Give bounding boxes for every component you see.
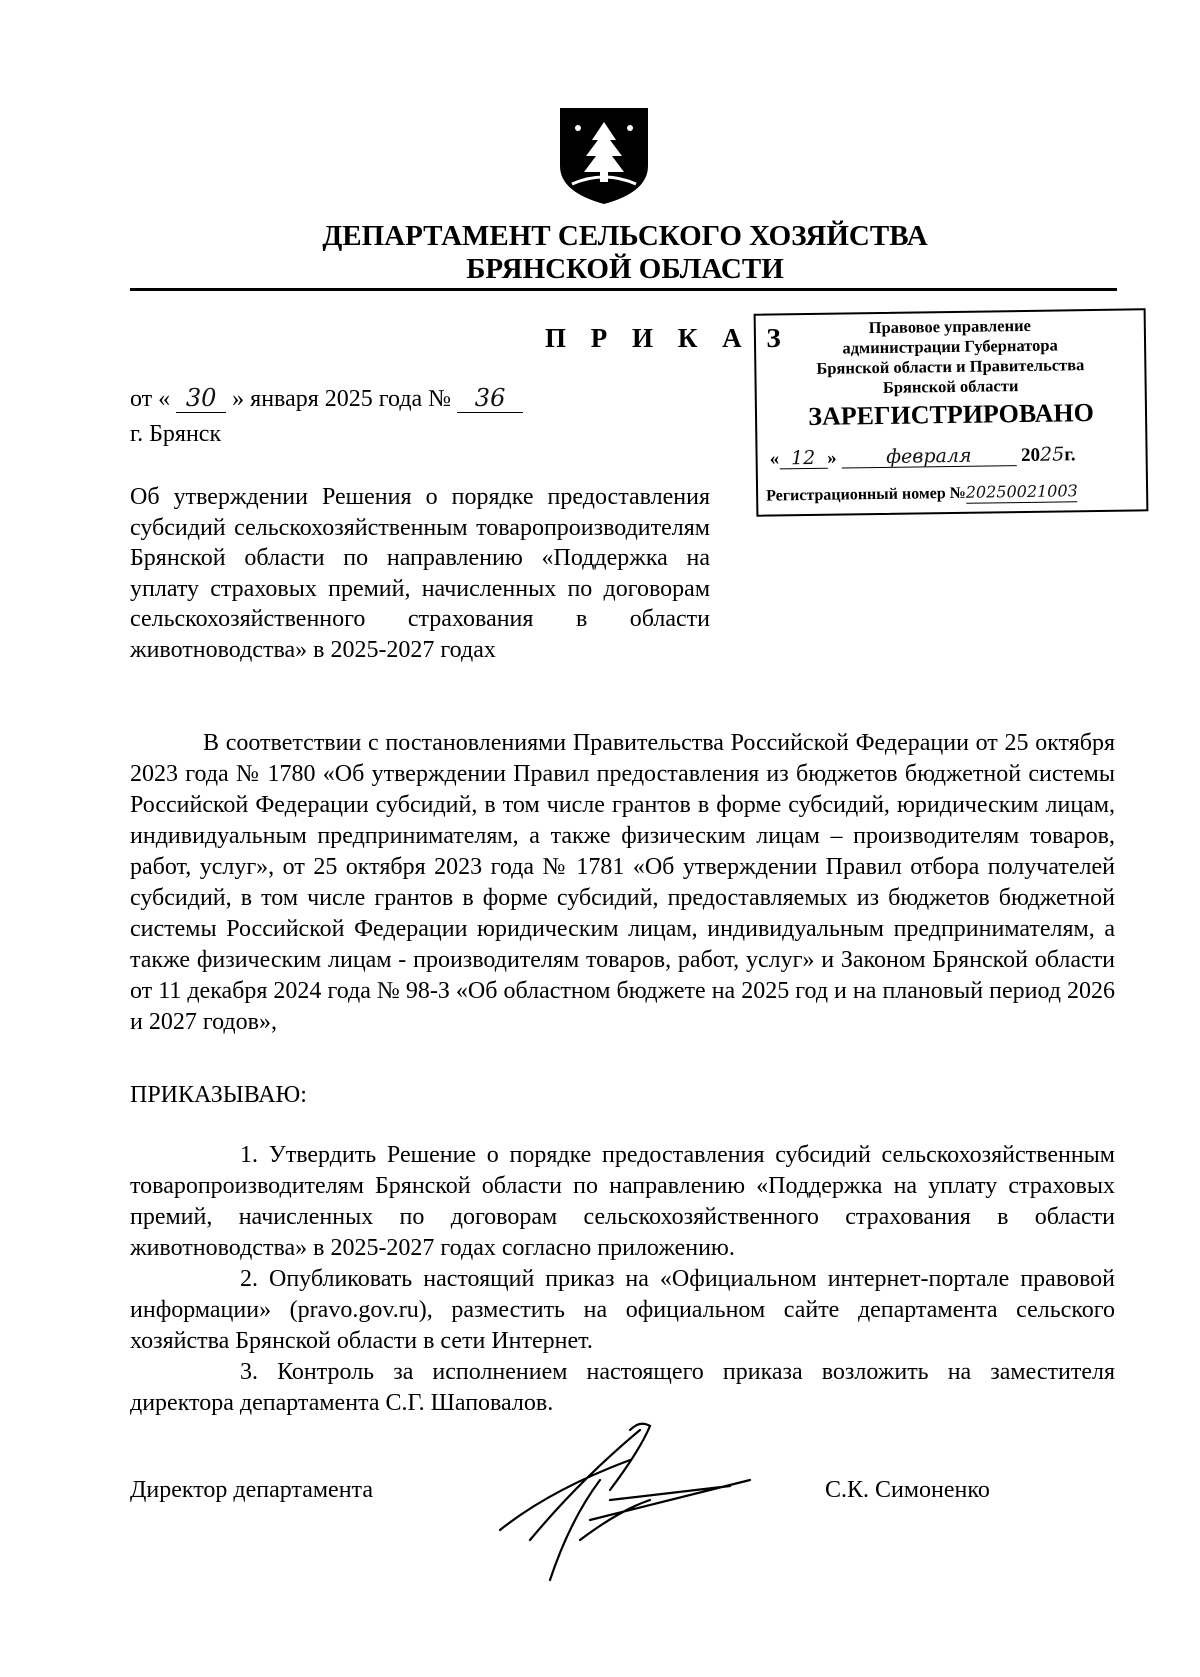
stamp-date-close: »: [826, 447, 837, 469]
stamp-line4: Брянской области: [882, 376, 1019, 397]
order-word: ПРИКАЗЫВАЮ:: [130, 1082, 307, 1108]
org-name-line1: ДЕПАРТАМЕНТ СЕЛЬСКОГО ХОЗЯЙСТВА: [322, 220, 928, 252]
stamp-date-year-suffix: 25: [1039, 443, 1065, 466]
registration-stamp: [754, 308, 1149, 516]
document-type-title: П Р И К А З: [545, 323, 790, 353]
stamp-date-day: 12: [779, 448, 827, 470]
coat-of-arms-icon: [556, 104, 652, 208]
order-item-2: 2. Опубликовать настоящий приказ на «Официальном интернет-портале правовой информации» (pravo.gov.ru), разместить на официальном сайте департамента сельского хозяйства Брянской области в сети Интернет.: [130, 1266, 1115, 1354]
city: г. Брянск: [130, 421, 222, 447]
stamp-line3: Брянской области и Правительства: [816, 355, 1085, 378]
preamble-paragraph: В соответствии с постановлениями Правительства Российской Федерации от 25 октября 2023 года № 1780 «Об утверждении Правил предоставления из бюджетов бюджетной системы Российской Федерации субсидий, в том числе грантов в форме субсидий, юридическим лицам, индивидуальным предпринимателям, а также физическим лицам – производителям товаров, работ, услуг», от 25 октября 2023 года № 1781 «Об утверждении Правил отбора получателей субсидий, в том числе грантов в форме субсидий, предоставляемых из бюджетов бюджетной системы Российской Федерации юридическим лицам, индивидуальным предпринимателям, а также физическим лицам - производителям товаров, работ, услуг» и Законом Брянской области от 11 декабря 2024 года № 98-З «Об областном бюджете на 2025 год и на плановый период 2026 и 2027 годов»,: [130, 730, 1115, 1035]
stamp-date-year-prefix: 20: [1020, 444, 1041, 467]
org-name-line2: БРЯНСКОЙ ОБЛАСТИ: [466, 253, 784, 285]
stamp-date-open: «: [769, 448, 780, 470]
date-day: 30: [176, 384, 226, 413]
stamp-reg-number: 2025002100З: [965, 481, 1078, 502]
stamp-registered-label: ЗАРЕГИСТРИРОВАНО: [808, 398, 1095, 431]
document-subject: Об утверждении Решения о порядке предоставления субсидий сельскохозяйственным товаропроизводителям Брянской области по направлению «Поддержка на уплату страховых премий, начисленных по договорам сельскохозяйственного страхования в области животноводства» в 2025-2027 годах: [130, 484, 710, 663]
signatory-title: Директор департамента: [130, 1477, 373, 1503]
stamp-date: [769, 443, 1137, 469]
stamp-reg-label: Регистрационный номер №: [766, 484, 966, 505]
order-item-1: 1. Утвердить Решение о порядке предоставления субсидий сельскохозяйственным товаропроизводителям Брянской области по направлению «Поддержка на уплату страховых премий, начисленных по договорам сельскохозяйственного страхования в области животноводства» в 2025-2027 годах согласно приложению.: [130, 1142, 1115, 1261]
header-divider: [130, 288, 1117, 291]
order-date-line: [130, 384, 523, 413]
handwritten-signature: [490, 1420, 770, 1590]
date-prefix: от «: [130, 386, 171, 412]
order-number: 36: [457, 384, 523, 413]
date-suffix: » января 2025 года №: [232, 386, 452, 412]
order-items: [130, 1140, 1115, 1419]
stamp-line1: Правовое управление: [868, 315, 1032, 338]
signatory-name: С.К. Симоненко: [825, 1477, 990, 1503]
stamp-line2: администрации Губернатора: [842, 335, 1058, 358]
order-item-3: 3. Контроль за исполнением настоящего приказа возложить на заместителя директора департамента С.Г. Шаповалов.: [130, 1359, 1115, 1416]
stamp-date-month: февраля: [841, 445, 1016, 468]
stamp-date-year-end: г.: [1064, 444, 1076, 466]
stamp-registration-number: [766, 480, 1142, 506]
organization-header: [120, 220, 1130, 286]
